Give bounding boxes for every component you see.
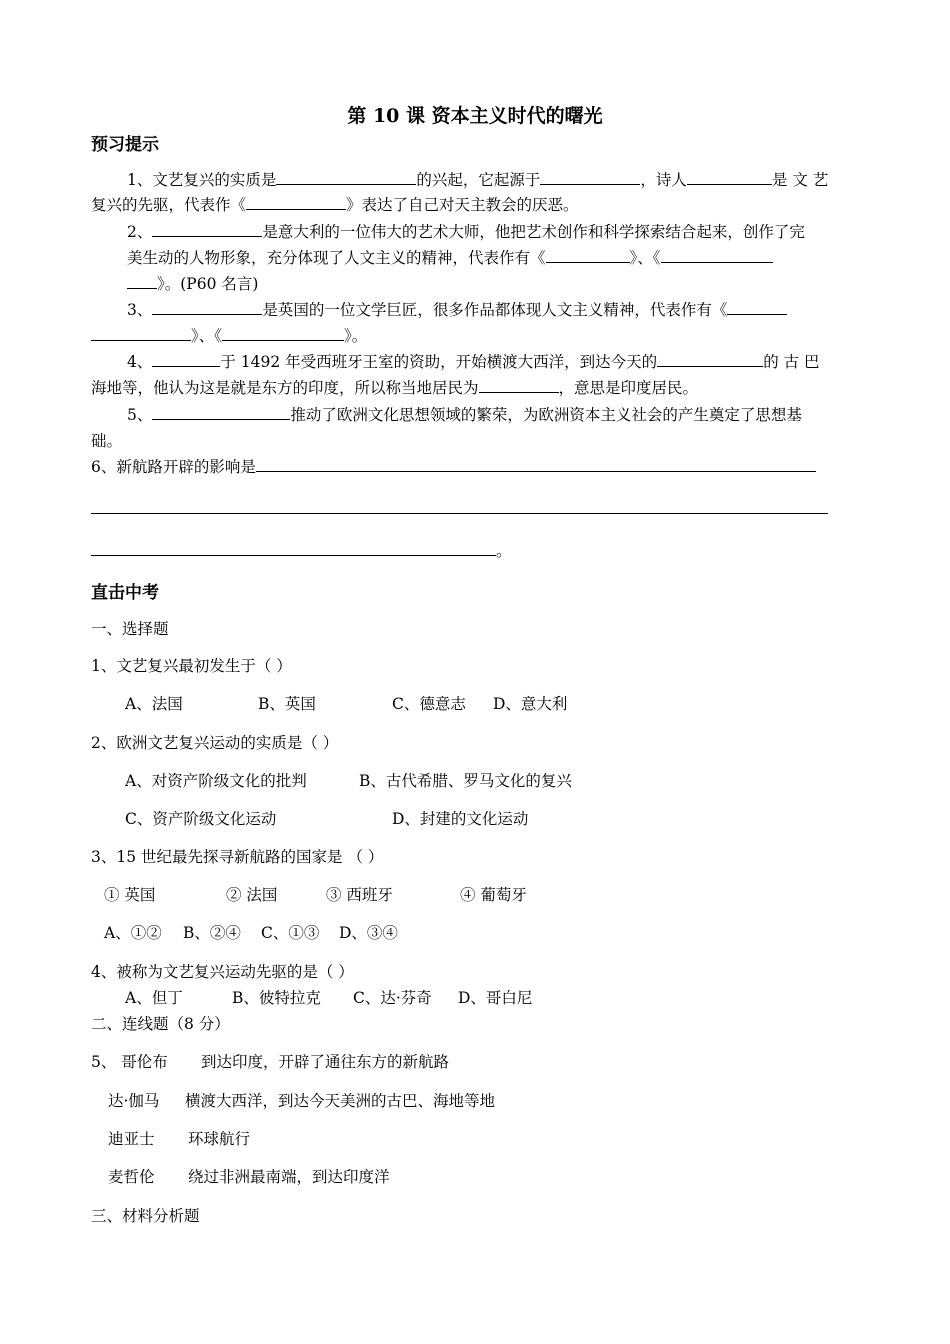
q1-text-c: ，诗人 [640,171,687,189]
option-d: D、哥白尼 [458,989,533,1007]
q2-text-b: 是意大利的一位伟大的艺术大师，他把艺术创作和科学探索结合起来，创作了完 [262,223,805,241]
preview-q1-line2 [91,193,579,215]
page-title: 第 10 课 资本主义时代的曙光 [347,105,603,127]
match-right: 横渡大西洋，到达今天美洲的古巴、海地等地 [185,1092,496,1110]
choice-item: ④ 葡萄牙 [460,886,527,904]
option-c: C、达·芬奇 [353,989,432,1007]
choice-item: ① 英国 [104,886,156,904]
preview-q6-line3 [91,539,512,561]
preview-q1-line1 [127,168,828,190]
option-b: B、英国 [258,695,316,713]
blank [276,168,416,185]
q6-text-end: 。 [496,542,512,560]
preview-q5-line1 [127,403,802,425]
blank [152,220,262,237]
question-stem: 3、15 世纪最先探寻新航路的国家是 （ ） [91,848,384,866]
blank [152,403,290,420]
q3-text-a: 3、 [127,301,153,319]
match-right: 绕过非洲最南端，到达印度洋 [188,1168,390,1186]
section-heading-exam: 直击中考 [91,583,159,603]
choice-item: ③ 西班牙 [326,886,393,904]
choice-item: ② 法国 [226,886,278,904]
q2-text-c: 美生动的人物形象，充分体现了人文主义的精神，代表作有《 [127,249,546,267]
q4-text-c: 的 古 巴 [763,353,820,371]
blank [687,168,772,185]
blank [479,376,559,393]
option-d: D、③④ [339,924,398,942]
q1-text-a: 1、文艺复兴的实质是 [127,171,277,189]
blank [657,350,763,367]
part-heading: 三、材料分析题 [91,1207,200,1225]
q1-text-b: 的兴起，它起源于 [416,171,541,189]
option-c: C、资产阶级文化运动 [125,810,277,828]
match-left: 迪亚士 [108,1130,155,1148]
preview-q4-line1 [127,350,820,372]
match-left: 5、 哥伦布 [91,1053,168,1071]
question-stem: 4、被称为文艺复兴运动先驱的是（ ） [91,963,354,981]
q1-text-f: 》表达了自己对天主教会的厌恶。 [346,196,579,214]
match-left: 达·伽马 [108,1092,160,1110]
answer-line [91,513,828,514]
preview-q2-line2 [127,246,773,268]
section-heading-preview: 预习提示 [91,135,159,155]
q1-text-e: 复兴的先驱，代表作《 [91,196,247,214]
q2-text-a: 2、 [127,223,153,241]
q5-text-c: 础。 [91,432,123,450]
blank [222,324,344,341]
blank [152,298,262,315]
blank [91,539,496,556]
option-a: A、法国 [125,695,183,713]
blank [540,168,640,185]
q6-text-a: 6、新航路开辟的影响是 [91,458,256,476]
part-heading: 二、连线题（8 分） [91,1015,230,1033]
q2-text-d: 》、《 [629,249,661,267]
q1-text-d: 是 文 艺 [771,171,829,189]
blank [727,298,787,315]
q4-text-b: 于 1492 年受西班牙王室的资助，开始横渡大西洋，到达今天的 [220,353,658,371]
q4-text-e: ，意思是印度居民。 [558,379,699,397]
option-b: B、古代希腊、罗马文化的复兴 [359,772,572,790]
preview-q4-line2 [91,376,698,398]
q3-text-d: 》。 [344,327,368,345]
blank [246,193,346,210]
option-a: A、对资产阶级文化的批判 [125,772,307,790]
q3-text-c: 》、《 [191,327,223,345]
blank [661,246,773,263]
option-b: B、②④ [183,924,241,942]
option-a: A、①② [104,924,162,942]
q5-text-a: 5、 [127,406,153,424]
q4-text-d: 海地等，他认为这是就是东方的印度，所以称当地居民为 [91,379,479,397]
blank [152,350,220,367]
question-stem: 1、文艺复兴最初发生于（ ） [91,657,292,675]
match-left: 麦哲伦 [108,1168,155,1186]
q2-text-e: 》。(P60 名言) [157,275,259,293]
blank [546,246,630,263]
preview-q6-line1 [91,455,816,477]
option-b: B、彼特拉克 [232,989,321,1007]
blank [91,324,191,341]
preview-q5-line2 [91,429,122,451]
q4-text-a: 4、 [127,353,153,371]
preview-q3-line2 [91,324,367,346]
option-d: D、意大利 [493,695,568,713]
q5-text-b: 推动了欧洲文化思想领域的繁荣，为欧洲资本主义社会的产生奠定了思想基 [290,406,802,424]
option-c: C、德意志 [392,695,466,713]
blank [127,272,157,289]
blank [256,455,816,472]
preview-q2-line1 [127,220,805,242]
option-a: A、但丁 [125,989,183,1007]
match-right: 环球航行 [188,1130,251,1148]
preview-q2-line3 [127,272,258,294]
q3-text-b: 是英国的一位文学巨匠，很多作品都体现人文主义精神，代表作有《 [262,301,728,319]
match-right: 到达印度，开辟了通往东方的新航路 [201,1053,450,1071]
option-d: D、封建的文化运动 [392,810,529,828]
part-heading: 一、选择题 [91,620,169,638]
preview-q3-line1 [127,298,787,320]
option-c: C、①③ [261,924,320,942]
question-stem: 2、欧洲文艺复兴运动的实质是（ ） [91,734,339,752]
